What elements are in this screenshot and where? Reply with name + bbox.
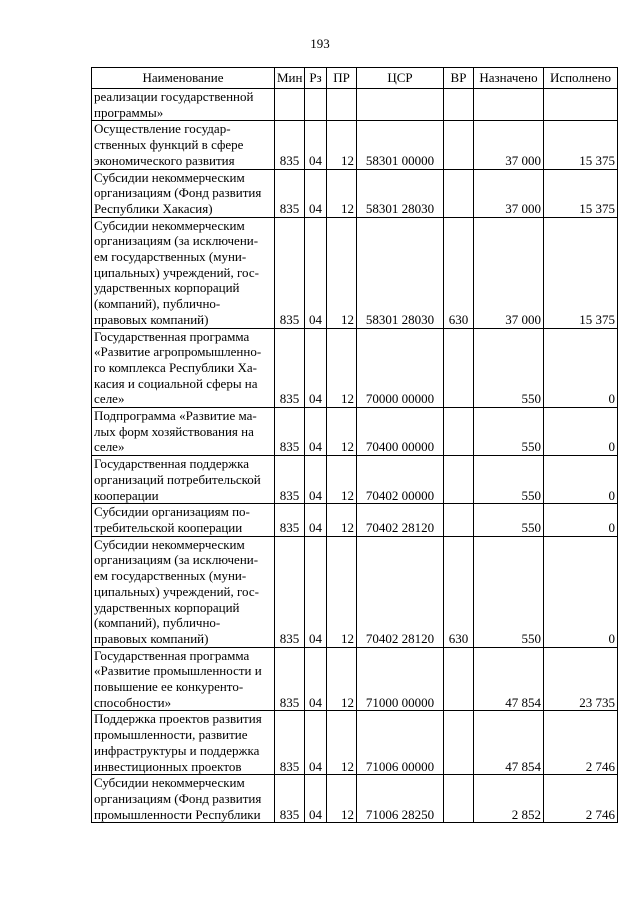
- cell-assigned: 550: [474, 328, 544, 408]
- cell-vr: [444, 504, 474, 536]
- cell-assigned: [474, 89, 544, 121]
- cell-executed: 0: [544, 328, 618, 408]
- cell-pr: 12: [327, 775, 357, 823]
- cell-csr: 71006 28250: [357, 775, 444, 823]
- header-vr: ВР: [444, 68, 474, 89]
- cell-name: Государственная поддержка организаций потребительской кооперации: [92, 456, 275, 504]
- cell-vr: [444, 169, 474, 217]
- cell-name: Субсидии некоммерческим организациям (Фонд развития Республики Хакасия): [92, 169, 275, 217]
- cell-rz: [305, 89, 327, 121]
- cell-pr: [327, 89, 357, 121]
- cell-vr: [444, 89, 474, 121]
- page-number: 193: [310, 36, 330, 51]
- cell-pr: 12: [327, 121, 357, 169]
- header-rz: Рз: [305, 68, 327, 89]
- table-row: [92, 89, 618, 121]
- table-row: [92, 217, 618, 328]
- cell-vr: [444, 328, 474, 408]
- header-row: [92, 68, 618, 89]
- cell-name: Государственная программа «Развитие агропромышленно- го комплекса Республики Ха- касия и социальной сферы на селе»: [92, 328, 275, 408]
- cell-rz: 04: [305, 647, 327, 711]
- cell-executed: 15 375: [544, 217, 618, 328]
- cell-assigned: 37 000: [474, 121, 544, 169]
- cell-rz: 04: [305, 504, 327, 536]
- cell-name: Субсидии организациям по- требительской кооперации: [92, 504, 275, 536]
- cell-rz: 04: [305, 408, 327, 456]
- cell-executed: 2 746: [544, 711, 618, 775]
- cell-name: Субсидии некоммерческим организациям (за исключени- ем государственных (муни- ципальных) учреждений, гос- ударственных корпораций (компаний), публично- правовых компаний): [92, 217, 275, 328]
- cell-min: 835: [275, 456, 305, 504]
- cell-executed: 15 375: [544, 169, 618, 217]
- table-row: [92, 775, 618, 823]
- header-min: Мин: [275, 68, 305, 89]
- cell-name: Осуществление государ- ственных функций в сфере экономического развития: [92, 121, 275, 169]
- cell-min: 835: [275, 647, 305, 711]
- cell-csr: 58301 00000: [357, 121, 444, 169]
- cell-min: 835: [275, 504, 305, 536]
- table-row: [92, 169, 618, 217]
- cell-vr: 630: [444, 536, 474, 647]
- cell-assigned: 37 000: [474, 217, 544, 328]
- cell-executed: 0: [544, 456, 618, 504]
- cell-pr: 12: [327, 328, 357, 408]
- cell-min: [275, 89, 305, 121]
- cell-name: Субсидии некоммерческим организациям (за исключени- ем государственных (муни- ципальных) учреждений, гос- ударственных корпораций (компаний), публично- правовых компаний): [92, 536, 275, 647]
- cell-csr: 70000 00000: [357, 328, 444, 408]
- table-row: [92, 647, 618, 711]
- cell-min: 835: [275, 711, 305, 775]
- cell-assigned: 550: [474, 536, 544, 647]
- cell-min: 835: [275, 121, 305, 169]
- cell-vr: [444, 456, 474, 504]
- cell-vr: [444, 121, 474, 169]
- cell-min: 835: [275, 408, 305, 456]
- cell-rz: 04: [305, 169, 327, 217]
- cell-name: Субсидии некоммерческим организациям (Фонд развития промышленности Республики: [92, 775, 275, 823]
- cell-assigned: 37 000: [474, 169, 544, 217]
- cell-pr: 12: [327, 504, 357, 536]
- cell-pr: 12: [327, 217, 357, 328]
- cell-name: реализации государственной программы»: [92, 89, 275, 121]
- cell-min: 835: [275, 169, 305, 217]
- cell-csr: 58301 28030: [357, 217, 444, 328]
- header-name: Наименование: [92, 68, 275, 89]
- cell-rz: 04: [305, 217, 327, 328]
- cell-rz: 04: [305, 328, 327, 408]
- cell-csr: 70400 00000: [357, 408, 444, 456]
- cell-assigned: 550: [474, 408, 544, 456]
- cell-assigned: 47 854: [474, 711, 544, 775]
- cell-assigned: 47 854: [474, 647, 544, 711]
- cell-pr: 12: [327, 536, 357, 647]
- cell-pr: 12: [327, 456, 357, 504]
- cell-pr: 12: [327, 711, 357, 775]
- header-assigned: Назначено: [474, 68, 544, 89]
- cell-vr: [444, 711, 474, 775]
- cell-pr: 12: [327, 647, 357, 711]
- cell-executed: 2 746: [544, 775, 618, 823]
- cell-name: Подпрограмма «Развитие ма- лых форм хозяйствования на селе»: [92, 408, 275, 456]
- cell-executed: 15 375: [544, 121, 618, 169]
- cell-executed: 0: [544, 408, 618, 456]
- cell-vr: [444, 647, 474, 711]
- table-row: [92, 328, 618, 408]
- cell-csr: 70402 00000: [357, 456, 444, 504]
- cell-executed: 0: [544, 536, 618, 647]
- cell-executed: [544, 89, 618, 121]
- cell-vr: [444, 408, 474, 456]
- table-row: [92, 121, 618, 169]
- cell-min: 835: [275, 217, 305, 328]
- cell-executed: 23 735: [544, 647, 618, 711]
- cell-csr: 71000 00000: [357, 647, 444, 711]
- cell-assigned: 2 852: [474, 775, 544, 823]
- cell-rz: 04: [305, 775, 327, 823]
- cell-pr: 12: [327, 408, 357, 456]
- cell-executed: 0: [544, 504, 618, 536]
- cell-rz: 04: [305, 536, 327, 647]
- cell-assigned: 550: [474, 504, 544, 536]
- budget-table: [91, 67, 618, 823]
- cell-min: 835: [275, 775, 305, 823]
- table-row: [92, 536, 618, 647]
- cell-rz: 04: [305, 711, 327, 775]
- cell-csr: 71006 00000: [357, 711, 444, 775]
- table-row: [92, 711, 618, 775]
- header-csr: ЦСР: [357, 68, 444, 89]
- cell-rz: 04: [305, 121, 327, 169]
- cell-pr: 12: [327, 169, 357, 217]
- table-row: [92, 456, 618, 504]
- cell-assigned: 550: [474, 456, 544, 504]
- cell-csr: 70402 28120: [357, 536, 444, 647]
- table-row: [92, 408, 618, 456]
- cell-csr: 70402 28120: [357, 504, 444, 536]
- cell-name: Поддержка проектов развития промышленности, развитие инфраструктуры и поддержка инвестиционных проектов: [92, 711, 275, 775]
- header-pr: ПР: [327, 68, 357, 89]
- header-executed: Исполнено: [544, 68, 618, 89]
- cell-min: 835: [275, 536, 305, 647]
- cell-min: 835: [275, 328, 305, 408]
- cell-rz: 04: [305, 456, 327, 504]
- cell-vr: [444, 775, 474, 823]
- table-body: [92, 89, 618, 823]
- cell-vr: 630: [444, 217, 474, 328]
- cell-csr: 58301 28030: [357, 169, 444, 217]
- cell-name: Государственная программа «Развитие промышленности и повышение ее конкуренто- способности»: [92, 647, 275, 711]
- cell-csr: [357, 89, 444, 121]
- table-row: [92, 504, 618, 536]
